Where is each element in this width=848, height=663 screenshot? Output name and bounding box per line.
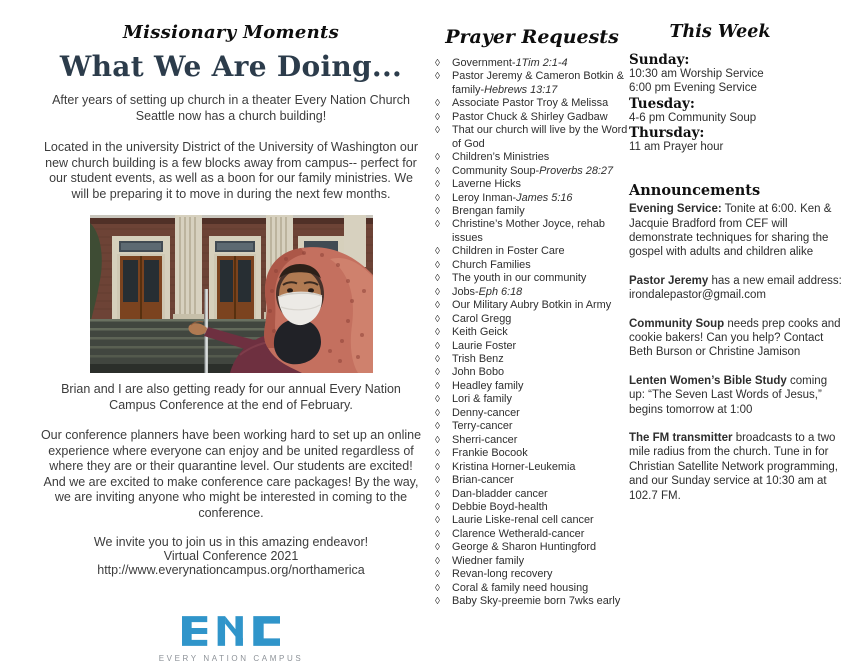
schedule-line: 10:30 am Worship Service (629, 68, 764, 80)
prayer-item-body (452, 555, 524, 568)
prayer-item-body (452, 286, 522, 299)
prayer-item-ref: 1Tim 2:1-4 (515, 57, 568, 69)
missionary-column (40, 22, 422, 663)
prayer-item-body (452, 582, 588, 595)
prayer-item-text: Jobs- (452, 285, 479, 298)
prayer-list-item (435, 124, 629, 151)
prayer-item-text: Keith Geick (452, 326, 508, 339)
prayer-requests-heading: Prayer Requests (445, 26, 619, 48)
prayer-list-item (435, 326, 629, 339)
prayer-list-item (435, 393, 629, 406)
prayer-item-body (452, 514, 594, 527)
planners-paragraph: Our conference planners have been working hard to set up an online experience where everyone can enjoy and be united regardless of where they are or their quarantine level. Our students are excited! And we are excited to make conference care packages! By the way, we are inviting anyone who might be interested in coming to the conference. (40, 428, 422, 520)
prayer-item-body (452, 178, 521, 191)
prayer-list-item (435, 501, 629, 514)
prayer-item-body (452, 272, 586, 285)
prayer-item-text: Children in Foster Care (452, 245, 565, 258)
diamond-bullet-icon: ◊ (435, 192, 440, 204)
diamond-bullet-icon: ◊ (435, 488, 440, 500)
prayer-item-text: Our Military Aubry Botkin in Army (452, 299, 612, 312)
prayer-list-item (435, 380, 629, 393)
diamond-bullet-icon: ◊ (435, 394, 440, 406)
page-title: What We Are Doing... (59, 50, 403, 83)
prayer-list-item (435, 97, 629, 110)
prayer-item-text: Laverne Hicks (452, 178, 522, 191)
diamond-bullet-icon: ◊ (435, 340, 440, 352)
diamond-bullet-icon: ◊ (435, 71, 440, 83)
schedule-day: Sunday: (629, 52, 690, 68)
enc-logo-mark (182, 615, 280, 647)
schedule (629, 52, 845, 155)
prayer-item-text: The youth in our community (452, 272, 587, 285)
kicker-heading: Missionary Moments (122, 22, 340, 43)
prayer-item-body (452, 434, 517, 447)
diamond-bullet-icon: ◊ (435, 501, 440, 513)
prayer-list-item (435, 192, 629, 205)
prayer-list-item (435, 178, 629, 191)
prayer-item-text: Baby Sky-preemie born 7wks early (452, 595, 621, 608)
diamond-bullet-icon: ◊ (435, 569, 440, 581)
prayer-list (435, 57, 629, 609)
this-week-column (629, 22, 845, 517)
prayer-item-body (452, 568, 552, 581)
prayer-item-text: Pastor Chuck & Shirley Gadbaw (452, 110, 608, 123)
diamond-bullet-icon: ◊ (435, 528, 440, 540)
prayer-item-body (452, 299, 611, 312)
intro-paragraph: After years of setting up church in a theater Every Nation Church Seattle now has a church building! (52, 93, 410, 123)
prayer-column (435, 26, 629, 609)
schedule-line: 4-6 pm Community Soup (629, 111, 757, 124)
prayer-item-text: Lori & family (452, 393, 512, 406)
invite-line: We invite you to join us in this amazing endeavor! (93, 535, 369, 549)
prayer-item-ref: Proverbs 28:27 (539, 164, 614, 177)
prayer-list-item (435, 313, 629, 326)
prayer-list-item (435, 286, 629, 299)
announcement (629, 374, 845, 417)
diamond-bullet-icon: ◊ (435, 205, 440, 217)
schedule-lines (629, 68, 845, 96)
prayer-item-body (452, 340, 516, 353)
this-week-heading: This Week (669, 22, 771, 42)
prayer-list-item (435, 514, 629, 527)
diamond-bullet-icon: ◊ (435, 152, 440, 164)
prayer-item-text: Brengan family (452, 204, 525, 217)
announcement (629, 317, 845, 360)
diamond-bullet-icon: ◊ (435, 367, 440, 379)
prayer-item-text: Revan-long recovery (452, 568, 553, 581)
prayer-item-text: Denny-cancer (452, 406, 520, 419)
prayer-list-item (435, 474, 629, 487)
prayer-list-item (435, 259, 629, 272)
prayer-item-text: Headley family (452, 379, 524, 392)
prayer-list-item (435, 488, 629, 501)
prayer-list-item (435, 205, 629, 218)
prayer-item-text: Government- (452, 57, 516, 69)
schedule-group (629, 96, 845, 126)
prayer-item-text: Carol Gregg (452, 312, 512, 325)
prayer-list-item (435, 299, 629, 312)
prayer-list-item (435, 407, 629, 420)
prayer-item-text: Church Families (452, 258, 531, 271)
prayer-list-item (435, 340, 629, 353)
prayer-item-body (452, 380, 523, 393)
prayer-item-body (452, 218, 629, 245)
prayer-item-body (452, 165, 613, 178)
prayer-list-item (435, 541, 629, 554)
prayer-list-item (435, 165, 629, 178)
diamond-bullet-icon: ◊ (435, 125, 440, 137)
prayer-list-item (435, 447, 629, 460)
prayer-item-body (452, 205, 525, 218)
diamond-bullet-icon: ◊ (435, 448, 440, 460)
prayer-list-item (435, 245, 629, 258)
prayer-list-item (435, 420, 629, 433)
prayer-item-text: John Bobo (452, 366, 505, 379)
prayer-item-body (452, 595, 620, 608)
prayer-item-body (452, 407, 520, 420)
prayer-list-item (435, 151, 629, 164)
diamond-bullet-icon: ◊ (435, 327, 440, 339)
schedule-group (629, 125, 845, 155)
location-paragraph: Located in the university District of the University of Washington our new church building is a few blocks away from campus-- perfect for our student events, as well as a boon for our family ministries. We will be preparing it to move in during the next few months. (43, 140, 418, 201)
prayer-list-item (435, 70, 629, 97)
prayer-item-body (452, 57, 568, 70)
diamond-bullet-icon: ◊ (435, 596, 440, 608)
prayer-item-text: Pastor Jeremy & Cameron Botkin & family- (452, 70, 624, 96)
prayer-item-body (452, 420, 513, 433)
prayer-list-item (435, 555, 629, 568)
prayer-item-body (452, 313, 511, 326)
prayer-item-body (452, 501, 548, 514)
prayer-list-item (435, 366, 629, 379)
prayer-item-text: Kristina Horner-Leukemia (452, 460, 576, 473)
prayer-item-body (452, 447, 528, 460)
announcement-text: has a new email address: irondalepastor@gmail.com (629, 274, 842, 302)
prayer-item-body (452, 192, 572, 205)
prayer-item-text: Debbie Boyd-health (452, 500, 548, 513)
prayer-item-ref: Hebrews 13:17 (484, 83, 558, 96)
left-door (112, 236, 170, 319)
diamond-bullet-icon: ◊ (435, 58, 440, 69)
prayer-item-body (452, 259, 531, 272)
announcement (629, 274, 845, 303)
prayer-item-text: Laurie Foster (452, 339, 517, 352)
prayer-item-text: Children’s Ministries (452, 151, 550, 164)
announcements-list (629, 202, 845, 503)
announcement-lead: Lenten Women’s Bible Study (629, 374, 787, 387)
announcement (629, 202, 845, 260)
prayer-item-text: Sherri-cancer (452, 433, 518, 446)
diamond-bullet-icon: ◊ (435, 246, 440, 258)
diamond-bullet-icon: ◊ (435, 300, 440, 312)
prayer-item-text: George & Sharon Huntingford (452, 541, 597, 554)
prayer-item-text: Terry-cancer (452, 420, 513, 433)
diamond-bullet-icon: ◊ (435, 582, 440, 594)
prayer-item-body (452, 528, 584, 541)
diamond-bullet-icon: ◊ (435, 273, 440, 285)
prayer-item-body (452, 353, 504, 366)
column (173, 215, 204, 321)
center-door (209, 236, 261, 319)
announcement-text: needs prep cooks and cookie bakers! Can you help? Contact Beth Burson or Christine Jamison (629, 317, 841, 359)
prayer-item-text: Laurie Liske-renal cell cancer (452, 514, 594, 527)
prayer-list-item (435, 272, 629, 285)
church-photo (90, 215, 373, 373)
diamond-bullet-icon: ◊ (435, 475, 440, 487)
diamond-bullet-icon: ◊ (435, 259, 440, 271)
schedule-line: 6:00 pm Evening Service (629, 81, 757, 94)
schedule-lines (629, 112, 845, 126)
enc-logo-caption: EVERY NATION CAMPUS (158, 654, 304, 663)
prayer-item-text: Leroy Inman- (452, 191, 517, 204)
announcement-lead: The FM transmitter (629, 432, 733, 445)
announcement-text: Tonite at 6:00. Ken & Jacquie Bradford from CEF will demonstrate techniques for sharing the gospel with adults and children alike (629, 203, 832, 259)
diamond-bullet-icon: ◊ (435, 98, 440, 110)
prayer-item-text: Dan-bladder cancer (452, 487, 548, 500)
diamond-bullet-icon: ◊ (435, 165, 440, 177)
prayer-item-text: Frankie Bocook (452, 447, 528, 460)
prayer-list-item (435, 528, 629, 541)
prayer-item-body (452, 541, 596, 554)
diamond-bullet-icon: ◊ (435, 461, 440, 473)
prayer-item-text: That our church will live by the Word of God (452, 124, 628, 150)
prayer-item-body (452, 366, 504, 379)
prayer-list-item (435, 111, 629, 124)
announcement (629, 431, 845, 503)
prayer-item-text: Community Soup- (452, 164, 540, 177)
prayer-item-text: Brian-cancer (452, 474, 514, 487)
prayer-list-item (435, 353, 629, 366)
prayer-item-body (452, 70, 629, 97)
announcement-text: broadcasts to a two mile radius from the church. Tune in for Christian Satellite Network programming, and our Sunday service at 10:30 am at 102.7 FM. (629, 432, 838, 502)
diamond-bullet-icon: ◊ (435, 111, 440, 123)
prayer-item-body (452, 151, 549, 164)
announcement-lead: Evening Service: (629, 203, 722, 216)
diamond-bullet-icon: ◊ (435, 219, 440, 231)
diamond-bullet-icon: ◊ (435, 313, 440, 325)
prayer-item-body (452, 474, 514, 487)
prayer-list-item (435, 568, 629, 581)
prayer-item-text: Wiedner family (452, 554, 525, 567)
prayer-item-text: Christine’s Mother Joyce, rehab issues (452, 218, 605, 244)
diamond-bullet-icon: ◊ (435, 555, 440, 567)
conference-paragraph: Brian and I are also getting ready for our annual Every Nation Campus Conference at the end of February. (61, 382, 401, 412)
prayer-list-item (435, 57, 629, 70)
prayer-item-body (452, 393, 512, 406)
prayer-item-body (452, 488, 548, 501)
diamond-bullet-icon: ◊ (435, 421, 440, 433)
prayer-item-ref: James 5:16 (516, 191, 573, 204)
enc-logo (40, 615, 422, 663)
diamond-bullet-icon: ◊ (435, 542, 440, 554)
diamond-bullet-icon: ◊ (435, 515, 440, 527)
prayer-list-item (435, 434, 629, 447)
schedule-day: Thursday: (629, 125, 705, 142)
schedule-lines (629, 141, 845, 155)
schedule-group (629, 52, 845, 96)
announcements-heading: Announcements (629, 182, 761, 200)
prayer-item-ref: Eph 6:18 (478, 285, 523, 298)
announcement-text: coming up: “The Seven Last Words of Jesus,” begins tomorrow at 1:00 (629, 374, 828, 416)
prayer-list-item (435, 582, 629, 595)
prayer-item-body (452, 111, 608, 124)
prayer-item-text: Trish Benz (452, 352, 504, 365)
prayer-list-item (435, 218, 629, 245)
prayer-item-body (452, 461, 575, 474)
announcement-lead: Community Soup (629, 317, 725, 330)
prayer-list-item (435, 461, 629, 474)
prayer-item-body (452, 245, 565, 258)
prayer-item-text: Clarence Wetherald-cancer (452, 527, 585, 540)
prayer-item-text: Associate Pastor Troy & Melissa (452, 97, 609, 110)
diamond-bullet-icon: ◊ (435, 380, 440, 392)
conference-name: Virtual Conference 2021 (163, 549, 299, 563)
conference-url: http://www.everynationcampus.org/northamerica (97, 563, 365, 577)
prayer-item-body (452, 326, 508, 339)
announcement-lead: Pastor Jeremy (629, 274, 709, 287)
prayer-item-body (452, 97, 608, 110)
diamond-bullet-icon: ◊ (435, 286, 440, 298)
diamond-bullet-icon: ◊ (435, 179, 440, 191)
diamond-bullet-icon: ◊ (435, 353, 440, 365)
prayer-list-item (435, 595, 629, 608)
prayer-item-text: Coral & family need housing (452, 581, 589, 594)
schedule-line: 11 am Prayer hour (629, 141, 724, 154)
diamond-bullet-icon: ◊ (435, 434, 440, 446)
invite-block (40, 535, 422, 577)
prayer-item-body (452, 124, 629, 151)
diamond-bullet-icon: ◊ (435, 407, 440, 419)
schedule-day: Tuesday: (629, 95, 695, 112)
